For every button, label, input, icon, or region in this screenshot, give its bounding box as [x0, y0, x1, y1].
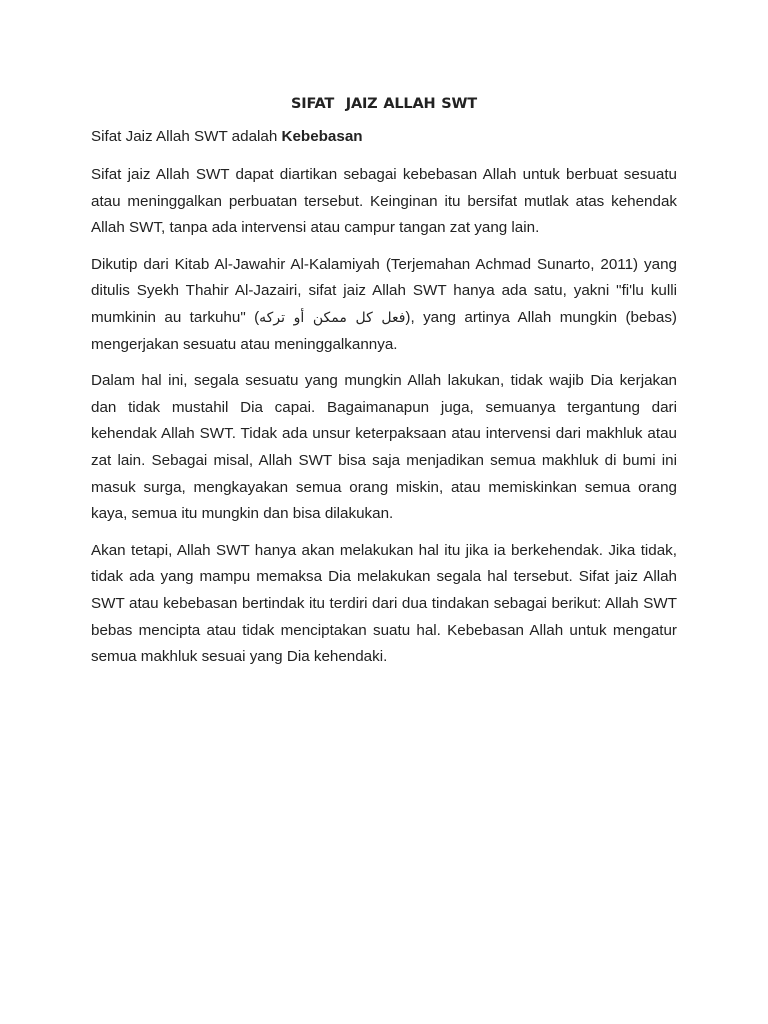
paragraph-2 — [91, 252, 677, 358]
intro-text: Sifat Jaiz Allah SWT adalah — [91, 128, 282, 145]
intro-bold-term: Kebebasan — [281, 128, 363, 145]
paragraph-4: Akan tetapi, Allah SWT hanya akan melakukan hal itu jika ia berkehendak. Jika tidak, tidak ada yang mampu memaksa Dia melakukan segala hal tersebut. Sifat jaiz Allah SWT atau kebebasan bertindak itu terdiri dari dua tindakan sebagai berikut: Allah SWT bebas mencipta atau tidak menciptakan suatu hal. Kebebasan Allah untuk mengatur semua makhluk sesuai yang Dia kehendaki. — [91, 541, 677, 666]
document-title: SIFAT JAIZ ALLAH SWT — [291, 96, 477, 112]
intro-line — [91, 127, 677, 147]
paragraph-3: Dalam hal ini, segala sesuatu yang mungkin Allah lakukan, tidak wajib Dia kerjakan dan tidak mustahil Dia capai. Bagaimanapun juga, semuanya tergantung dari kehendak Allah SWT. Tidak ada unsur keterpaksaan atau intervensi dari makhluk atau zat lain. Sebagai misal, Allah SWT bisa saja menjadikan semua makhluk di bumi ini masuk surga, mengkayakan semua orang miskin, atau memiskinkan semua orang kaya, semua itu mungkin dan bisa dilakukan. — [91, 372, 677, 523]
document-page — [91, 94, 677, 681]
arabic-phrase: فعل كل ممكن أو تركه — [259, 309, 406, 326]
paragraph-2-after: ), yang artinya Allah mungkin (bebas) mengerjakan sesuatu atau meninggalkannya. — [91, 308, 677, 353]
paragraph-2-before: Dikutip dari Kitab Al-Jawahir Al-Kalamiyah (Terjemahan Achmad Sunarto, 2011) yang ditulis Syekh Thahir Al-Jazairi, sifat jaiz Allah SWT hanya ada satu, yakni "fi'lu kulli mumkinin au tarkuhu" ( — [91, 255, 677, 326]
paragraph-1: Sifat jaiz Allah SWT dapat diartikan sebagai kebebasan Allah untuk berbuat sesuatu atau meninggalkan perbuatan tersebut. Keinginan itu bersifat mutlak atas kehendak Allah SWT, tanpa ada intervensi atau campur tangan zat yang lain. — [91, 166, 677, 237]
